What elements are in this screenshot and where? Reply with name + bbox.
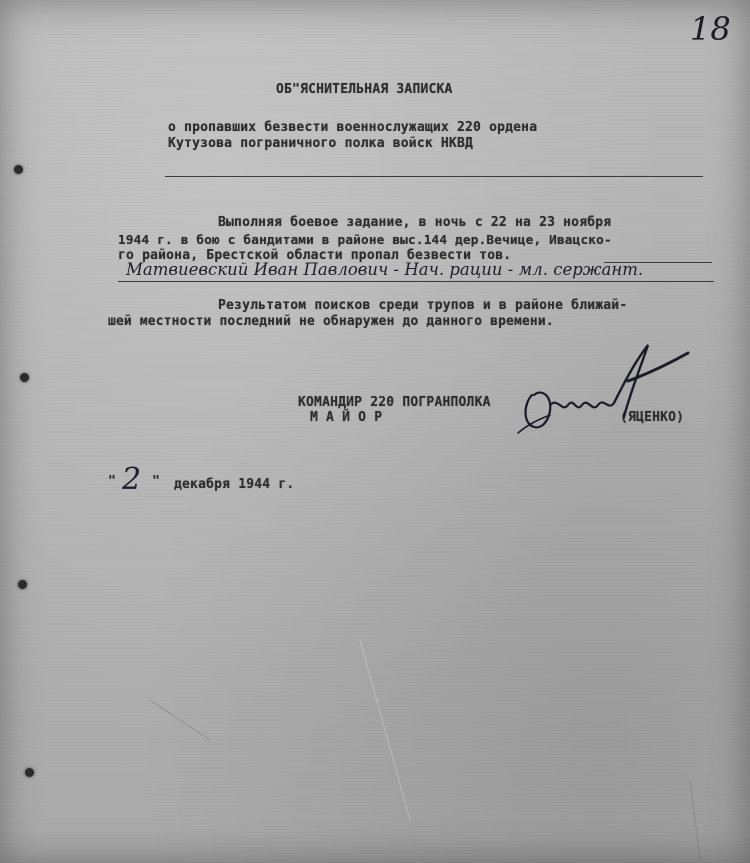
body-line-2: 1944 г. в бою с бандитами в районе выс.144 дер.Вечице, Ивацско- xyxy=(118,232,612,247)
date-rest: декабря 1944 г. xyxy=(174,477,295,492)
result-line-2: шей местности последний не обнаружен до данного времени. xyxy=(108,314,554,329)
date-day-suffix: " xyxy=(152,474,161,489)
subject-line-1: о пропавших безвести военнослужащих 220 ордена xyxy=(168,120,538,135)
body-line-1: Выполняя боевое задание, в ночь с 22 на 23 ноября xyxy=(218,215,612,230)
commander-title: КОМАНДИР 220 ПОГРАНПОЛКА xyxy=(298,395,491,410)
result-line-1: Результатом поисков среди трупов и в районе ближай- xyxy=(218,298,628,313)
date-day: 2 xyxy=(122,462,142,497)
sheet-number: 18 xyxy=(690,10,731,48)
subject-line-2: Кутузова пограничного полка войск НКВД xyxy=(168,136,474,151)
handwritten-name: Матвиевский Иван Павлович - Нач. рации - мл. сержант. xyxy=(126,260,644,279)
date-day-prefix: " xyxy=(108,474,117,489)
commander-name: (ЯЦЕНКО) xyxy=(620,410,685,425)
commander-rank: М А Й О Р xyxy=(310,410,383,425)
document-title: ОБ"ЯСНИТЕЛЬНАЯ ЗАПИСКА xyxy=(276,82,453,97)
body-line-3: го района, Брестской области пропал безвести тов. xyxy=(118,248,512,263)
